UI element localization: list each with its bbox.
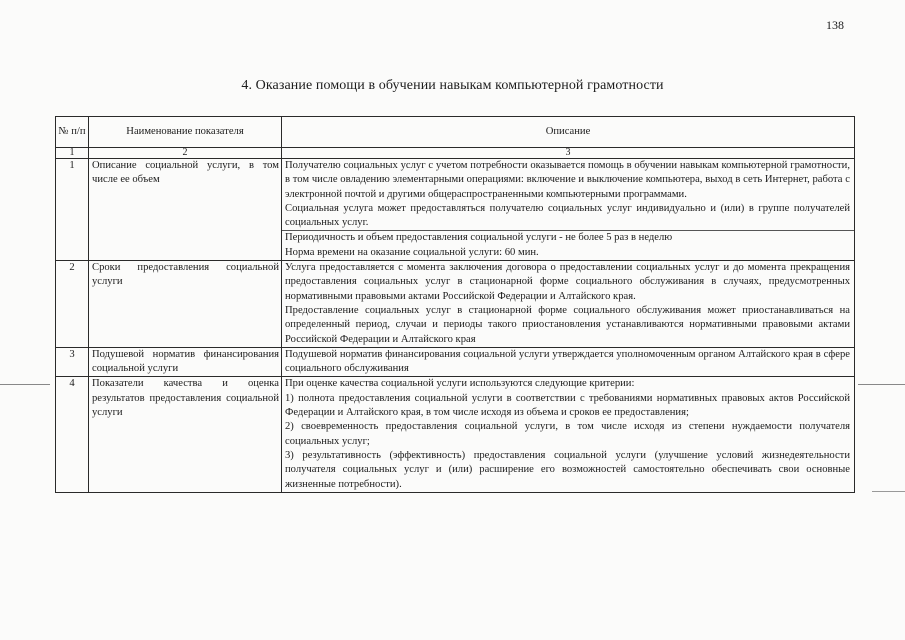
description-paragraph: Норма времени на оказание социальной услуги: 60 мин. (285, 246, 539, 258)
description-paragraph: 3) результативность (эффективность) предоставления социальной услуги (улучшение условий жизнедеятельности получателя социальных услуг и (или) расширение его возможностей самостоятельно обеспечивать свои основные жизненные потребности). (285, 449, 850, 490)
description-paragraph: Получателю социальных услуг с учетом потребности оказывается помощь в обучении навыкам компьютерной грамотности, в том числе овладению элементарными операциями: включение и выключение компьютера, выход в сеть Интернет, работа с электронной почтой и другими общераспространенными компьютерными программами. (285, 160, 850, 200)
row-number: 2 (56, 261, 89, 348)
column-number: 2 (89, 148, 282, 159)
scan-artifact-line (858, 384, 905, 385)
page-number: 138 (826, 18, 844, 32)
table-row (56, 377, 855, 492)
header-row (56, 117, 855, 148)
description-cell (282, 159, 855, 261)
description-cell (282, 261, 855, 348)
scan-artifact-line (0, 384, 50, 385)
description-paragraph: Социальная услуга может предоставляться получателю социальных услуг индивидуально и (или) в группе получателей социальных услуг. (285, 202, 850, 229)
scan-artifact-line (872, 491, 905, 492)
header-name: Наименование показателя (89, 117, 282, 148)
description-paragraph: 1) полнота предоставления социальной услуги в соответствии с требованиями нормативных правовых актов Российской Федерации и Алтайского края, в том числе исходя из объема и сроков ее предоставления; (285, 392, 850, 419)
indicator-name: Описание социальной услуги, в том числе ее объем (89, 159, 282, 261)
indicator-name: Подушевой норматив финансирования социальной услуги (89, 347, 282, 377)
description-paragraph: Подушевой норматив финансирования социальной услуги утверждается уполномоченным органом Алтайского края в сфере социального обслуживания (285, 348, 850, 375)
column-number: 1 (56, 148, 89, 159)
services-table (55, 116, 855, 493)
header-num: № п/п (56, 117, 89, 148)
row-number: 3 (56, 347, 89, 377)
description-cell (282, 347, 855, 377)
description-paragraph: Предоставление социальных услуг в стационарной форме социального обслуживания может приостанавливаться на определенный период, случаи и периоды такого приостановления устанавливаются нормативными правовыми актами Российской Федерации и Алтайского края (285, 304, 850, 345)
column-number: 3 (282, 148, 855, 159)
indicator-name: Сроки предоставления социальной услуги (89, 261, 282, 348)
description-paragraph: 2) своевременность предоставления социальной услуги, в том числе исходя из степени нуждаемости получателя социальных услуг; (285, 421, 850, 447)
description-cell (282, 377, 855, 492)
table-row (56, 261, 855, 348)
description-paragraph: Периодичность и объем предоставления социальной услуги - не более 5 раз в неделю (285, 232, 673, 244)
column-number-row (56, 148, 855, 159)
description-paragraph: Услуга предоставляется с момента заключения договора о предоставлении социальных услуг и до момента прекращения предоставления социальных услуг в стационарной форме социального обслуживания в случаях, предусмотренных нормативными правовыми актами Российской Федерации и Алтайского края. (285, 262, 850, 302)
description-paragraph: При оценке качества социальной услуги используются следующие критерии: (285, 378, 635, 390)
table-row (56, 347, 855, 377)
header-desc: Описание (282, 117, 855, 148)
row-number: 4 (56, 377, 89, 492)
table-row (56, 159, 855, 261)
row-number: 1 (56, 159, 89, 261)
page-title: 4. Оказание помощи в обучении навыкам компьютерной грамотности (241, 78, 664, 93)
indicator-name: Показатели качества и оценка результатов предоставления социальной услуги (89, 377, 282, 492)
